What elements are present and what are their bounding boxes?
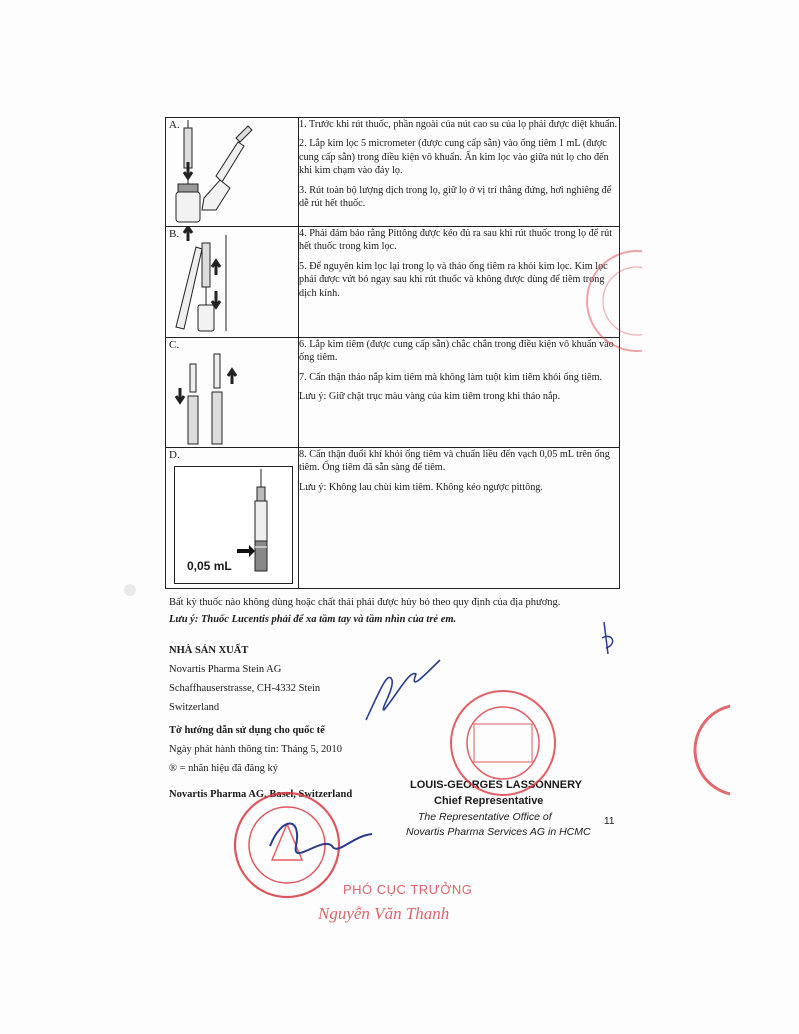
pull-plunger-illustration xyxy=(166,227,298,338)
step-text-d xyxy=(299,448,620,589)
partial-stamp-right-bottom xyxy=(690,700,730,800)
step-label-d: D. xyxy=(169,449,180,461)
official-name: Nguyễn Văn Thanh xyxy=(318,904,450,923)
step-row-c xyxy=(166,338,620,448)
instruction-table xyxy=(165,117,620,589)
step-row-a xyxy=(166,118,620,227)
dose-figure-frame xyxy=(174,466,293,584)
representative-office-stamp xyxy=(448,688,558,798)
step-3-text: 3. Rút toàn bộ lượng dịch trong lọ, giữ lọ ở vị trí thẳng đứng, hơi nghiêng để dễ rút hết thuốc. xyxy=(299,184,612,210)
step-8-note: Lưu ý: Không lau chùi kim tiêm. Không kéo ngược pittông. xyxy=(299,481,543,493)
step-text-a xyxy=(299,118,620,227)
step-6-text: 6. Lắp kim tiêm (được cung cấp sẵn) chắc chắn trong điều kiện vô khuẩn vào ống tiêm. xyxy=(299,339,614,364)
figure-cell-a xyxy=(166,118,299,227)
official-signature xyxy=(262,806,382,876)
step-text-c xyxy=(299,338,620,448)
representative-name: LOUIS-GEORGES LASSONNERY xyxy=(410,779,582,791)
step-label-c: C. xyxy=(169,339,180,351)
step-text-b xyxy=(299,227,620,338)
representative-signature xyxy=(360,650,450,730)
manufacturer-name: Novartis Pharma Stein AG xyxy=(169,664,282,675)
step-row-b xyxy=(166,227,620,338)
step-8-text: 8. Cẩn thận đuổi khí khỏi ống tiêm và chuẩn liều đến vạch 0,05 mL trên ống tiêm. Ống tiêm đã sẵn sàng để tiêm. xyxy=(299,449,610,474)
initials-mark xyxy=(598,618,622,658)
company-name: Novartis Pharma AG, Basel, Switzerland xyxy=(169,789,353,800)
page-number: 11 xyxy=(604,816,615,827)
needle-attach-illustration xyxy=(166,338,298,448)
child-warning-note: Lưu ý: Thuốc Lucentis phải để xa tầm tay và tầm nhìn của trẻ em. xyxy=(169,614,457,625)
manufacturer-heading: NHÀ SẢN XUẤT xyxy=(169,645,249,656)
representative-office-2: Novartis Pharma Services AG in HCMC xyxy=(406,826,591,838)
trademark-note: ® = nhãn hiệu đã đăng ký xyxy=(169,763,278,774)
step-4-text: 4. Phải đảm bảo rằng Pittông được kéo đủ ra sau khi rút thuốc trong lọ để rút hết thuốc trong kim lọc. xyxy=(299,228,613,253)
step-label-a: A. xyxy=(169,119,180,131)
step-5-text: 5. Để nguyên kim lọc lại trong lọ và tháo ống tiêm ra khỏi kim lọc. Kim lọc phải được vứt bỏ ngay sau khi rút thuốc và không được dùng để tiêm trong dịch kính. xyxy=(299,260,608,299)
figure-cell-d xyxy=(166,448,299,589)
dose-label: 0,05 mL xyxy=(187,559,232,573)
source-line: Tờ hướng dẫn sử dụng cho quốc tế xyxy=(169,725,325,736)
figure-cell-c xyxy=(166,338,299,448)
syringe-vial-illustration xyxy=(166,118,298,227)
figure-cell-b xyxy=(166,227,299,338)
representative-title: Chief Representative xyxy=(434,795,544,807)
partial-stamp-right-top xyxy=(582,246,642,356)
step-7-note: Lưu ý: Giữ chặt trục màu vàng của kim tiêm trong khi tháo nắp. xyxy=(299,391,561,403)
step-1-text: 1. Trước khi rút thuốc, phần ngoài của nút cao su của lọ phải được diệt khuẩn. xyxy=(299,119,618,130)
manufacturer-country: Switzerland xyxy=(169,702,220,713)
step-2-text: 2. Lắp kim lọc 5 micrometer (được cung cấp sẵn) vào ống tiêm 1 mL (được cung cấp sẵn) trong điều kiện vô khuẩn. Ấn kim lọc vào giữa nút lọ cho đến khi kim chạm vào đáy lọ. xyxy=(299,138,609,177)
official-title: PHÓ CỤC TRƯỞNG xyxy=(343,882,473,897)
disposal-note: Bất kỳ thuốc nào không dùng hoặc chất thải phải được hủy bỏ theo quy định của địa phương. xyxy=(169,597,561,608)
step-label-b: B. xyxy=(169,228,180,240)
representative-office-1: The Representative Office of xyxy=(418,811,552,823)
step-row-d xyxy=(166,448,620,589)
punch-hole-decoration xyxy=(124,584,136,596)
step-7-text: 7. Cẩn thận tháo nắp kim tiêm mà không làm tuột kim tiêm khỏi ống tiêm. xyxy=(299,371,603,383)
manufacturer-street: Schaffhauserstrasse, CH-4332 Stein xyxy=(169,683,321,694)
issue-date: Ngày phát hành thông tin: Tháng 5, 2010 xyxy=(169,744,343,755)
